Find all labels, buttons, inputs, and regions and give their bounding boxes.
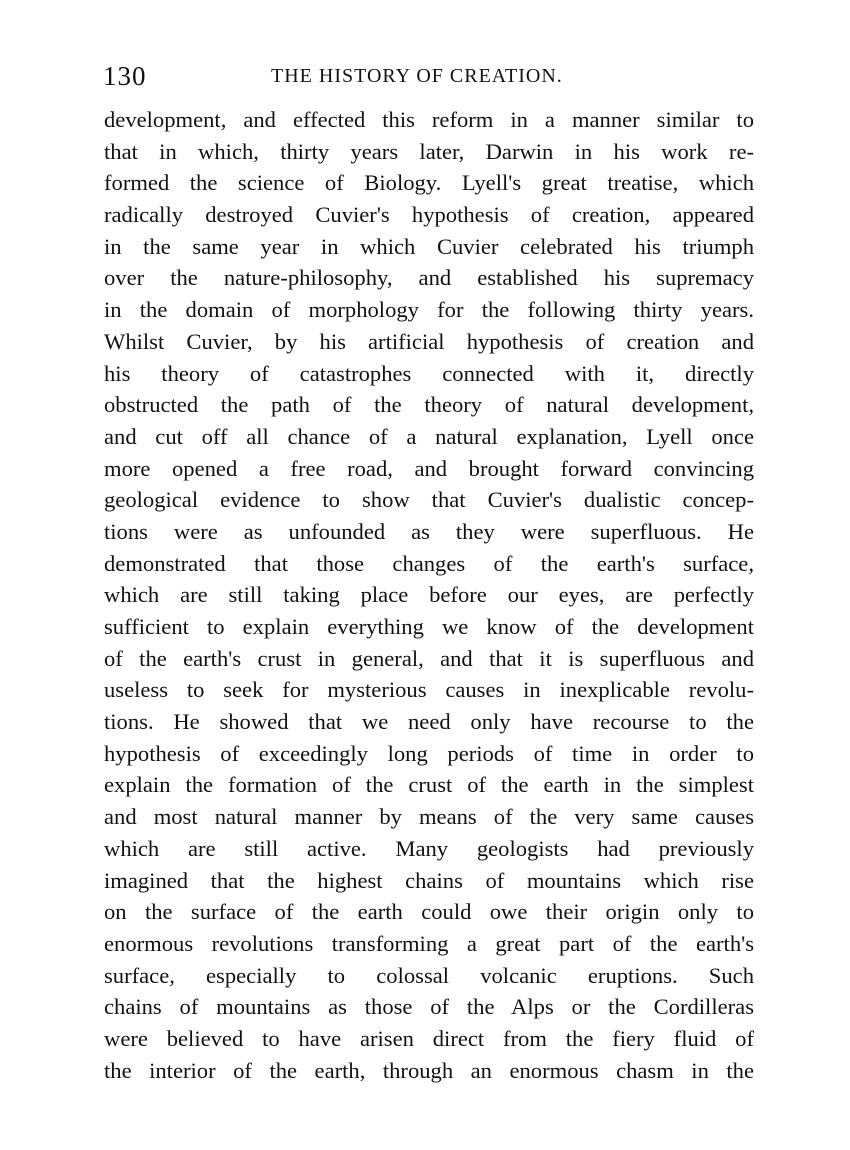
text-line: which are still taking place before our eyes, are perfectly xyxy=(104,582,754,608)
body-text xyxy=(104,104,754,1086)
page-header xyxy=(103,58,753,94)
text-line: geological evidence to show that Cuvier's dualistic concep- xyxy=(104,487,754,513)
text-line: on the surface of the earth could owe their origin only to xyxy=(104,899,754,925)
text-line: explain the formation of the crust of the earth in the simplest xyxy=(104,772,754,798)
text-line: enormous revolutions transforming a great part of the earth's xyxy=(104,930,754,956)
text-line: tions were as unfounded as they were superfluous. He xyxy=(104,518,754,544)
text-line: of the earth's crust in general, and that it is superfluous and xyxy=(104,645,754,671)
page-number: 130 xyxy=(103,61,147,91)
text-line: obstructed the path of the theory of natural development, xyxy=(104,392,754,418)
text-line: formed the science of Biology. Lyell's great treatise, which xyxy=(104,170,754,196)
text-line: useless to seek for mysterious causes in inexplicable revolu- xyxy=(104,677,754,703)
text-line: that in which, thirty years later, Darwin in his work re- xyxy=(104,138,754,164)
text-line: demonstrated that those changes of the earth's surface, xyxy=(104,550,754,576)
text-line: chains of mountains as those of the Alps or the Cordilleras xyxy=(104,994,754,1020)
text-line: imagined that the highest chains of mountains which rise xyxy=(104,867,754,893)
text-line: over the nature-philosophy, and established his supremacy xyxy=(104,265,754,291)
text-line: more opened a free road, and brought forward convincing xyxy=(104,455,754,481)
text-line: which are still active. Many geologists had previously xyxy=(104,835,754,861)
text-line: in the same year in which Cuvier celebrated his triumph xyxy=(104,233,754,259)
text-line: his theory of catastrophes connected with it, directly xyxy=(104,360,754,386)
text-line: and most natural manner by means of the very same causes xyxy=(104,804,754,830)
text-line: and cut off all chance of a natural explanation, Lyell once xyxy=(104,423,754,449)
text-line: radically destroyed Cuvier's hypothesis of creation, appeared xyxy=(104,202,754,228)
text-line: Whilst Cuvier, by his artificial hypothesis of creation and xyxy=(104,328,754,354)
text-line: in the domain of morphology for the following thirty years. xyxy=(104,297,754,323)
text-line: hypothesis of exceedingly long periods of time in order to xyxy=(104,740,754,766)
text-line: the interior of the earth, through an enormous chasm in the xyxy=(104,1057,754,1083)
text-line: surface, especially to colossal volcanic eruptions. Such xyxy=(104,962,754,988)
running-title: THE HISTORY OF CREATION. xyxy=(271,65,563,87)
text-line: tions. He showed that we need only have recourse to the xyxy=(104,709,754,735)
text-line: sufficient to explain everything we know of the development xyxy=(104,614,754,639)
text-line: development, and effected this reform in a manner similar to xyxy=(104,107,754,132)
text-line: were believed to have arisen direct from the fiery fluid of xyxy=(104,1025,754,1051)
